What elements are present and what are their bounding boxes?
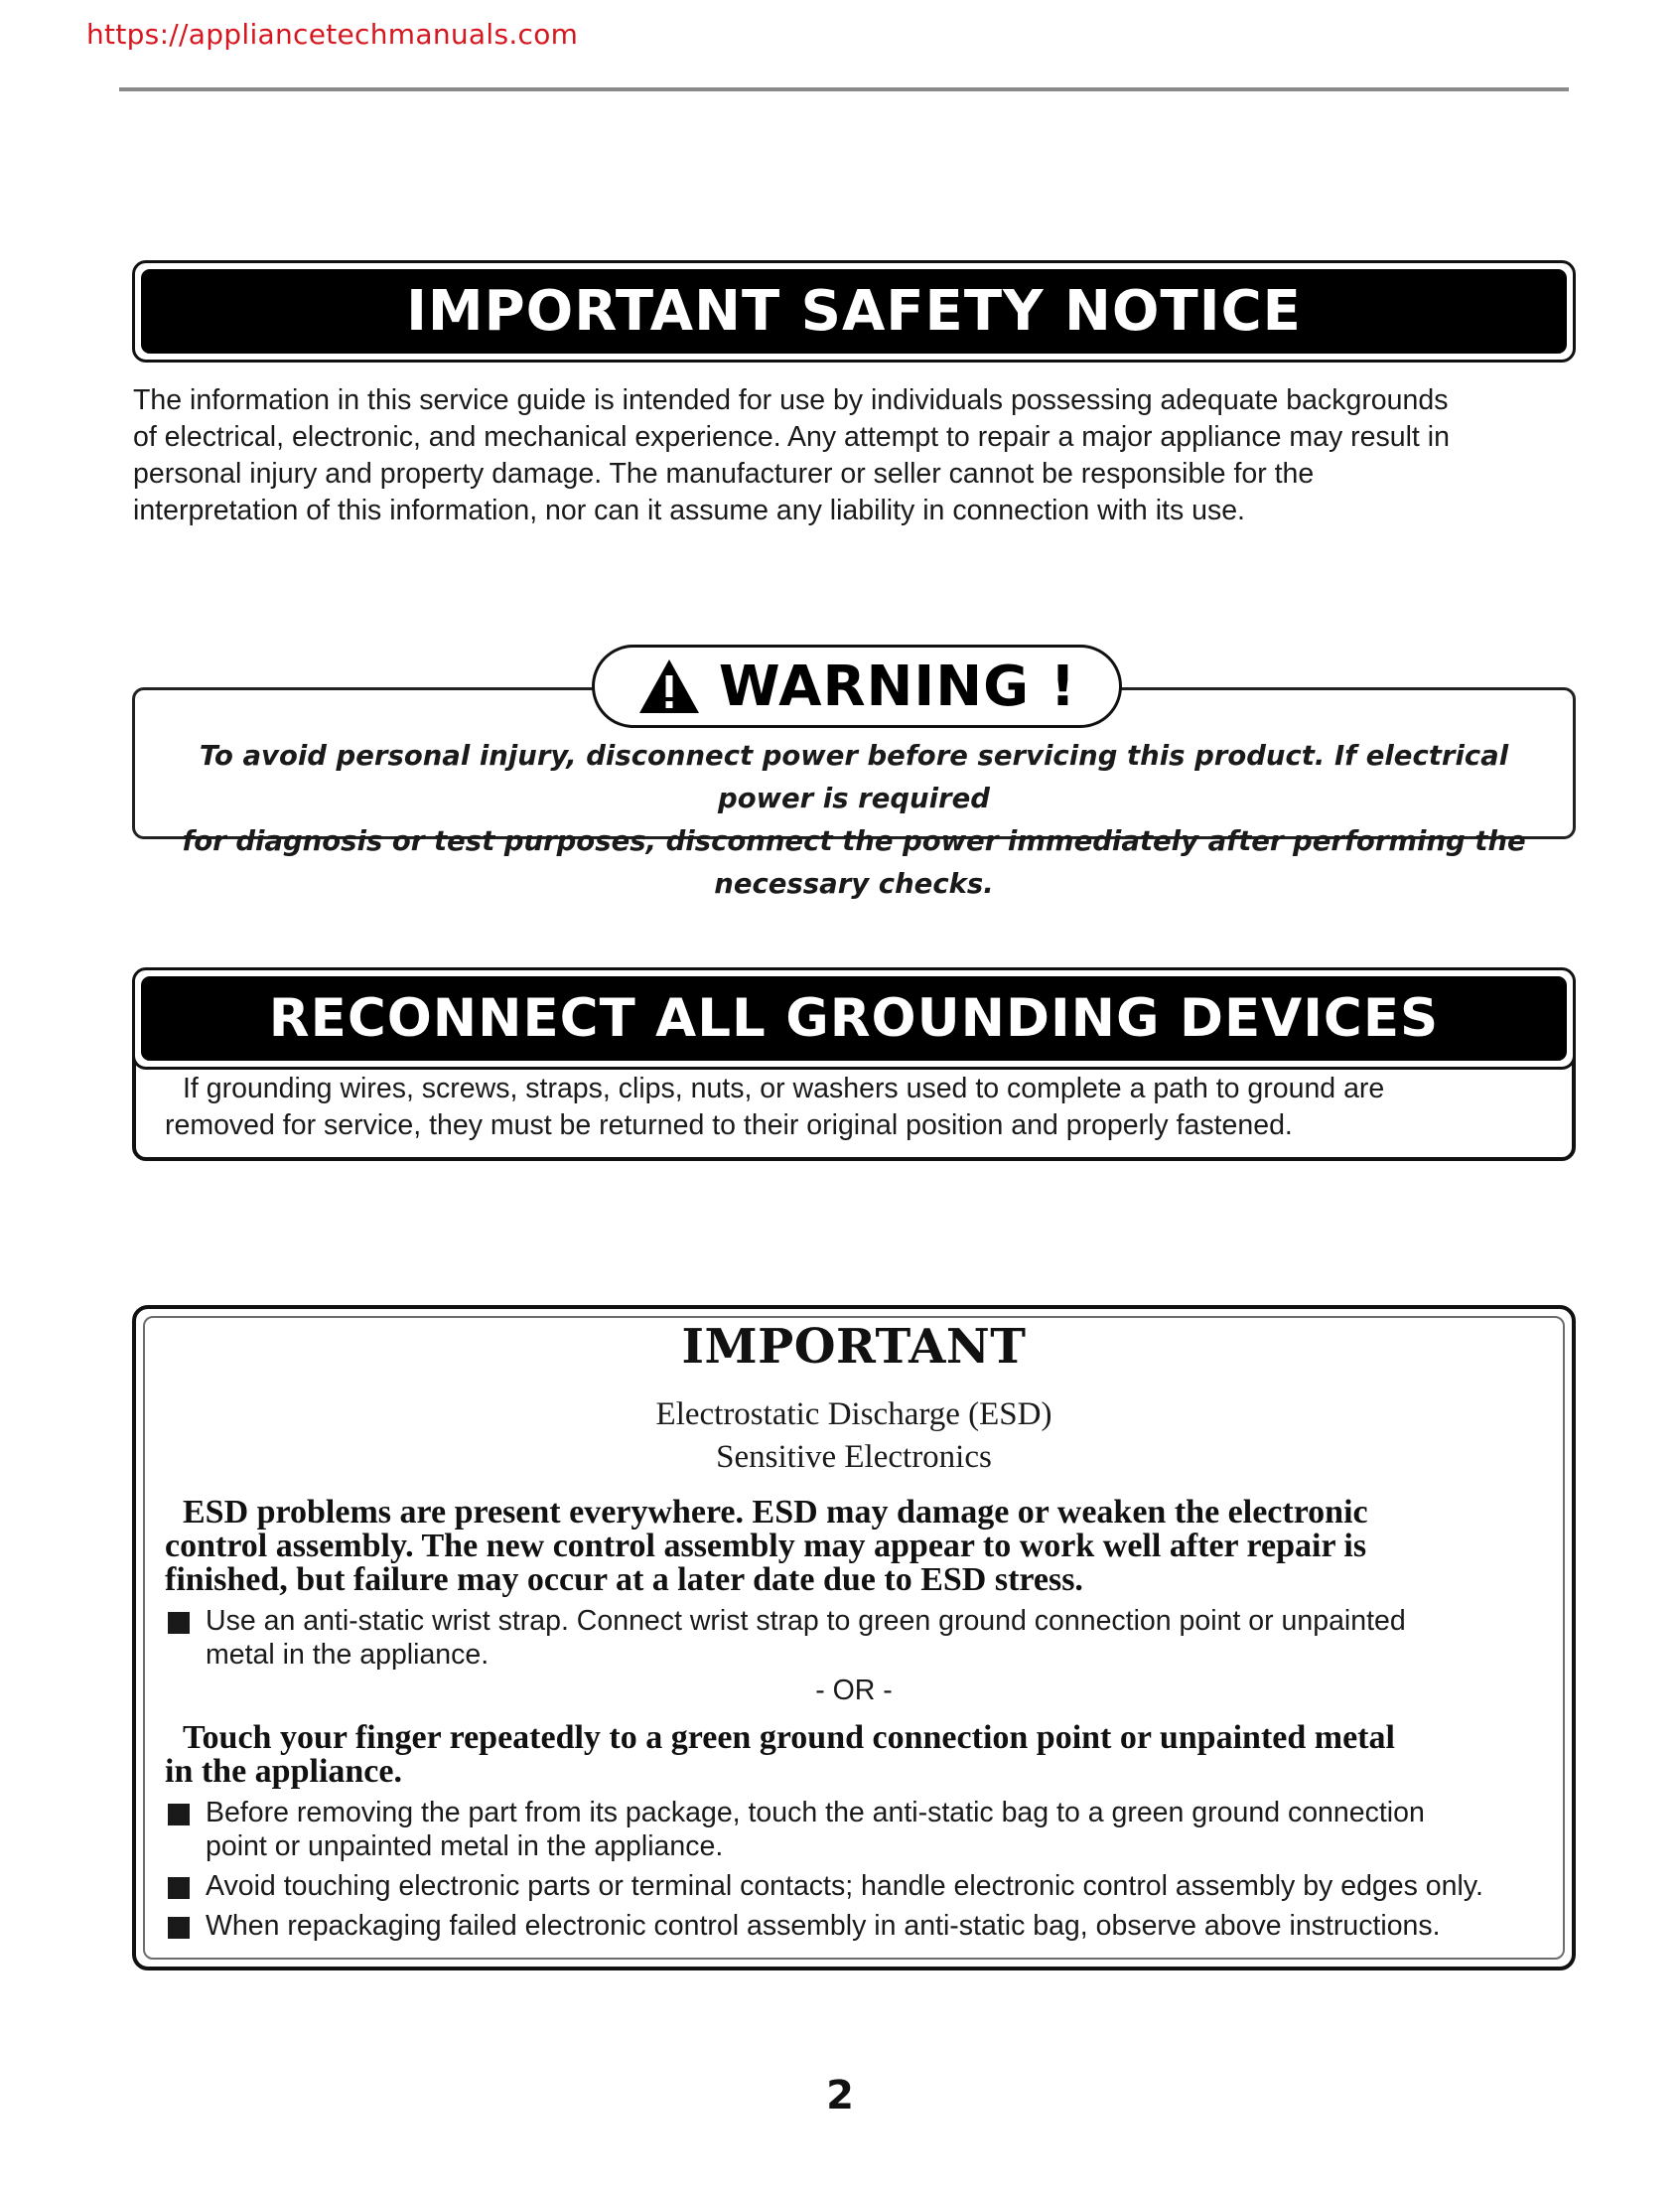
bullet-line: Use an anti-static wrist strap. Connect wrist strap to green ground connection point or unpainted — [206, 1605, 1406, 1637]
esd-subtitle: Sensitive Electronics — [716, 1439, 992, 1475]
bullet-line: metal in the appliance. — [206, 1639, 490, 1671]
safety-notice-text — [133, 382, 1573, 529]
warning-label — [592, 645, 1122, 728]
esd-bullet — [166, 1604, 1556, 1672]
safety-notice-title: IMPORTANT SAFETY NOTICE — [141, 269, 1567, 354]
bullet-line: Avoid touching electronic parts or terminal contacts; handle electronic control assembly by edges only. — [206, 1870, 1483, 1902]
esd-intro-line: ESD problems are present everywhere. ESD may damage or weaken the electronic — [183, 1494, 1368, 1531]
header-divider — [119, 87, 1569, 91]
touch-line: Touch your finger repeatedly to a green ground connection point or unpainted metal — [183, 1719, 1395, 1756]
grounding-title: RECONNECT ALL GROUNDING DEVICES — [141, 976, 1567, 1061]
safety-line: of electrical, electronic, and mechanical experience. Any attempt to repair a major appliance may result in — [133, 421, 1450, 453]
esd-intro-line: control assembly. The new control assembly may appear to work well after repair is — [165, 1528, 1367, 1564]
bullet-line: When repackaging failed electronic control assembly in anti-static bag, observe above instructions. — [206, 1910, 1441, 1942]
esd-title: IMPORTANT — [681, 1319, 1027, 1375]
square-bullet-icon — [168, 1804, 190, 1825]
esd-intro — [165, 1496, 1565, 1597]
grounding-banner — [132, 967, 1576, 1070]
warning-title: WARNING ! — [718, 654, 1077, 719]
touch-line: in the appliance. — [165, 1753, 402, 1790]
warning-line: for diagnosis or test purposes, disconnect the power immediately after performing the necessary checks. — [182, 825, 1526, 900]
or-separator: - OR - — [815, 1675, 893, 1706]
safety-notice-banner — [132, 260, 1576, 363]
grounding-line: If grounding wires, screws, straps, clips, nuts, or washers used to complete a path to ground are — [183, 1073, 1385, 1104]
safety-line: The information in this service guide is intended for use by individuals possessing adequate backgrounds — [133, 384, 1449, 416]
bullet-line: point or unpainted metal in the appliance. — [206, 1830, 724, 1862]
warning-triangle-icon — [637, 657, 701, 715]
esd-bullet — [166, 1796, 1556, 1863]
esd-touch-instruction — [165, 1721, 1565, 1789]
bullet-line: Before removing the part from its package, touch the anti-static bag to a green ground connection — [206, 1797, 1425, 1828]
esd-subtitle: Electrostatic Discharge (ESD) — [655, 1396, 1052, 1432]
square-bullet-icon — [168, 1917, 190, 1939]
warning-text — [149, 735, 1559, 906]
grounding-line: removed for service, they must be returned to their original position and properly fastened. — [165, 1109, 1293, 1141]
safety-line: interpretation of this information, nor can it assume any liability in connection with its use. — [133, 495, 1245, 526]
esd-bullet — [166, 1909, 1556, 1943]
grounding-text — [165, 1071, 1565, 1144]
square-bullet-icon — [168, 1877, 190, 1899]
site-url-link[interactable]: https://appliancetechmanuals.com — [86, 18, 579, 51]
esd-bullet — [166, 1869, 1556, 1903]
square-bullet-icon — [168, 1612, 190, 1634]
page-number: 2 — [826, 2073, 854, 2118]
warning-line: To avoid personal injury, disconnect power before servicing this product. If electrical power is required — [199, 740, 1509, 814]
safety-line: personal injury and property damage. The manufacturer or seller cannot be responsible for the — [133, 458, 1315, 490]
esd-intro-line: finished, but failure may occur at a later date due to ESD stress. — [165, 1561, 1083, 1598]
